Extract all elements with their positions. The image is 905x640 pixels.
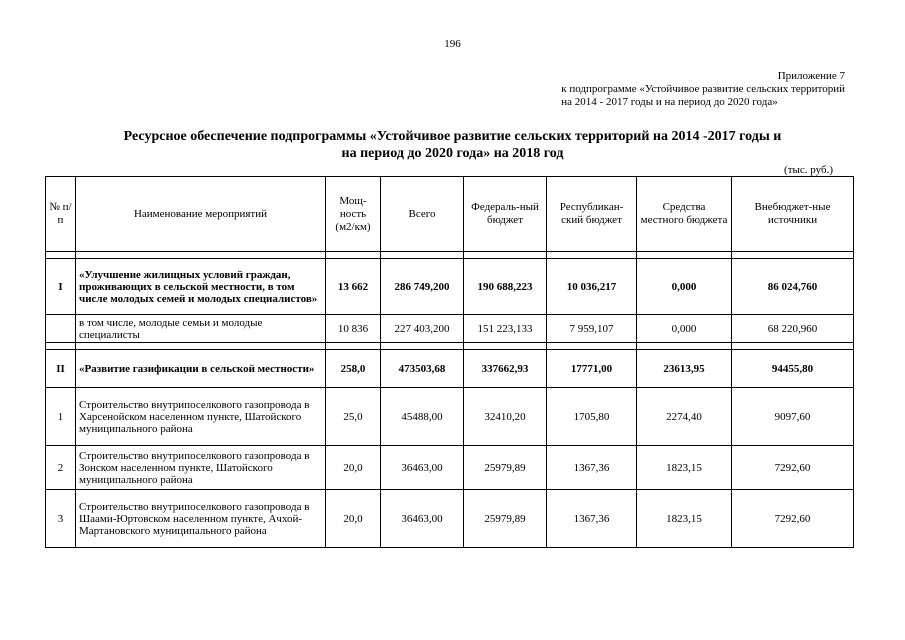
cell-name: Строительство внутрипоселкового газопровода в Зонском населенном пункте, Шатойского муниципального района	[76, 446, 326, 490]
spacer-row	[46, 343, 854, 350]
appendix-line-1: Приложение 7	[777, 70, 845, 82]
table-row	[46, 315, 854, 343]
page-number: 196	[444, 38, 461, 50]
cell-name: в том числе, молодые семьи и молодые специалисты	[76, 315, 326, 343]
header-republic: Республикан-ский бюджет	[547, 177, 637, 252]
cell-republic: 1367,36	[547, 490, 637, 548]
table-row	[46, 350, 854, 388]
cell-republic: 17771,00	[547, 350, 637, 388]
header-power: Мощ-ность (м2/км)	[326, 177, 381, 252]
cell-num: 3	[46, 490, 76, 548]
cell-extra: 7292,60	[732, 490, 854, 548]
cell-name: «Развитие газификации в сельской местности»	[76, 350, 326, 388]
cell-num: 2	[46, 446, 76, 490]
appendix-line-2: к подпрограмме «Устойчивое развитие сельских территорий	[561, 83, 845, 95]
cell-extra: 94455,80	[732, 350, 854, 388]
cell-local: 23613,95	[637, 350, 732, 388]
cell-extra: 7292,60	[732, 446, 854, 490]
table-row	[46, 388, 854, 446]
header-name: Наименование мероприятий	[76, 177, 326, 252]
cell-num: I	[46, 259, 76, 315]
cell-power: 258,0	[326, 350, 381, 388]
header-extra: Внебюджет-ные источники	[732, 177, 854, 252]
appendix-note	[561, 70, 845, 109]
title-line-2: на период до 2020 года» на 2018 год	[341, 146, 564, 161]
cell-federal: 25979,89	[464, 446, 547, 490]
cell-extra: 68 220,960	[732, 315, 854, 343]
cell-republic: 1367,36	[547, 446, 637, 490]
cell-num	[46, 315, 76, 343]
cell-power: 25,0	[326, 388, 381, 446]
cell-republic: 1705,80	[547, 388, 637, 446]
cell-total: 227 403,200	[381, 315, 464, 343]
cell-num: 1	[46, 388, 76, 446]
cell-name: Строительство внутрипоселкового газопровода в Харсенойском населенном пункте, Шатойского муниципального района	[76, 388, 326, 446]
header-local: Средства местного бюджета	[637, 177, 732, 252]
cell-republic: 7 959,107	[547, 315, 637, 343]
header-federal: Федераль-ный бюджет	[464, 177, 547, 252]
cell-federal: 32410,20	[464, 388, 547, 446]
table-row	[46, 259, 854, 315]
cell-total: 36463,00	[381, 446, 464, 490]
cell-local: 0,000	[637, 315, 732, 343]
cell-num: II	[46, 350, 76, 388]
cell-power: 20,0	[326, 490, 381, 548]
cell-federal: 25979,89	[464, 490, 547, 548]
cell-local: 1823,15	[637, 490, 732, 548]
cell-power: 10 836	[326, 315, 381, 343]
cell-power: 13 662	[326, 259, 381, 315]
units-label: (тыс. руб.)	[784, 164, 833, 176]
cell-federal: 151 223,133	[464, 315, 547, 343]
appendix-line-3: на 2014 - 2017 годы и на период до 2020 года»	[561, 96, 778, 108]
cell-local: 0,000	[637, 259, 732, 315]
cell-federal: 337662,93	[464, 350, 547, 388]
cell-name: «Улучшение жилищных условий граждан, проживающих в сельской местности, в том числе молодых семей и молодых специалистов»	[76, 259, 326, 315]
header-total: Всего	[381, 177, 464, 252]
cell-total: 473503,68	[381, 350, 464, 388]
cell-total: 36463,00	[381, 490, 464, 548]
cell-extra: 86 024,760	[732, 259, 854, 315]
cell-total: 286 749,200	[381, 259, 464, 315]
cell-local: 1823,15	[637, 446, 732, 490]
header-num: № п/п	[46, 177, 76, 252]
cell-total: 45488,00	[381, 388, 464, 446]
cell-federal: 190 688,223	[464, 259, 547, 315]
document-title	[40, 128, 865, 162]
cell-local: 2274,40	[637, 388, 732, 446]
table-header-row	[46, 177, 854, 252]
resource-table	[45, 176, 854, 548]
title-line-1: Ресурсное обеспечение подпрограммы «Устойчивое развитие сельских территорий на 2014 -2017 годы и	[123, 129, 782, 144]
table-row	[46, 490, 854, 548]
cell-power: 20,0	[326, 446, 381, 490]
cell-republic: 10 036,217	[547, 259, 637, 315]
table-row	[46, 446, 854, 490]
cell-name: Строительство внутрипоселкового газопровода в Шаами-Юртовском населенном пункте, Ачхой-Мартановского муниципального района	[76, 490, 326, 548]
cell-extra: 9097,60	[732, 388, 854, 446]
spacer-row	[46, 252, 854, 259]
